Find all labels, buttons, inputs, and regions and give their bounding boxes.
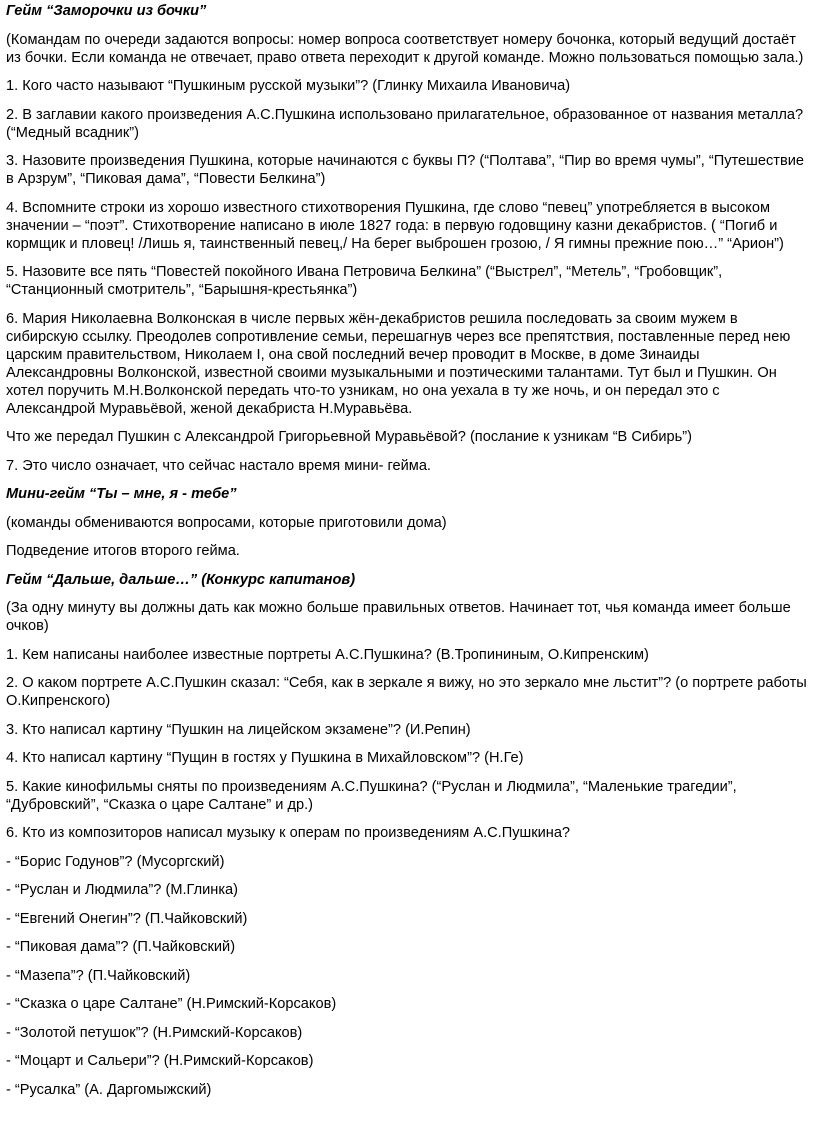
opera-list-item: - “Руслан и Людмила”? (М.Глинка) xyxy=(6,882,239,898)
opera-list-item: - “Русалка” (А. Даргомыжский) xyxy=(6,1081,212,1098)
question-5: 5. Назовите все пять “Повестей покойного Ивана Петровича Белкина” (“Выстрел”, “Метель”, “Гробовщик”, “Станционный смотритель”, “Барышня-крестьянка”) xyxy=(6,264,723,298)
document-page xyxy=(0,2,816,1099)
section-heading-captains: Гейм “Дальше, дальше…” (Конкурс капитанов) xyxy=(6,571,356,588)
captains-question-1: 1. Кем написаны наиболее известные портреты А.С.Пушкина? (В.Тропининым, О.Кипренским) xyxy=(6,646,649,663)
question-4: 4. Вспомните строки из хорошо известного стихотворения Пушкина, где слово “певец” употребляется в высоком значении – “поэт”. Стихотворение написано в июле 1827 года: в первую годовщину казни декабристов. ( “Погиб и кормщик и пловец! /Лишь я, таинственный певец,/ На берег выброшен грозою, / Я гимны прежние пою…” “Арион”) xyxy=(6,199,784,252)
question-1: 1. Кого часто называют “Пушкиным русской музыки”? (Глинку Михаила Ивановича) xyxy=(6,78,571,94)
captains-question-2: 2. О каком портрете А.С.Пушкин сказал: “Себя, как в зеркале я вижу, но это зеркало мне льстит”? (о портрете работы О.Кипренского) xyxy=(6,675,807,709)
section-heading-zamorochki: Гейм “Заморочки из бочки” xyxy=(6,3,207,19)
opera-list-item: - “Моцарт и Сальери”? (Н.Римский-Корсаков) xyxy=(6,1053,314,1069)
question-6-followup: Что же передал Пушкин с Александрой Григорьевной Муравьёвой? (послание к узникам “В Сибирь”) xyxy=(6,429,692,445)
question-2: 2. В заглавии какого произведения А.С.Пушкина использовано прилагательное, образованное от названия металла? (“Медный всадник”) xyxy=(6,106,804,141)
captains-question-4: 4. Кто написал картину “Пущин в гостях у Пушкина в Михайловском”? (Н.Ге) xyxy=(6,750,524,766)
opera-list-item: - “Пиковая дама”? (П.Чайковский) xyxy=(6,939,236,955)
section-heading-mini-game: Мини-гейм “Ты – мне, я - тебе” xyxy=(6,486,237,502)
opera-list-item: - “Мазепа”? (П.Чайковский) xyxy=(6,967,191,984)
opera-list-item: - “Борис Годунов”? (Мусоргский) xyxy=(6,853,225,870)
paragraph-captains-rules: (За одну минуту вы должны дать как можно больше правильных ответов. Начинает тот, чья команда имеет больше очков) xyxy=(6,600,791,634)
question-6: 6. Мария Николаевна Волконская в числе первых жён-декабристов решила последовать за своим мужем в сибирскую ссылку. Преодолев сопротивление семьи, перешагнув через все препятствия, поставленные перед нею царским правительством, Николаем I, она свой последний вечер проводит в Москве, в доме Зинаиды Александровны Волконской, известной своими музыкальными и поэтическими талантами. Тут был и Пушкин. Он хотел поручить М.Н.Волконской передать что-то узникам, но она уехала в ту же ночь, и он передал это с Александрой Муравьёвой, женой декабриста Н.Муравьёва. xyxy=(6,310,791,417)
paragraph-summary: Подведение итогов второго гейма. xyxy=(6,543,240,559)
captains-question-3: 3. Кто написал картину “Пушкин на лицейском экзамене”? (И.Репин) xyxy=(6,721,471,738)
paragraph-rules: (Командам по очереди задаются вопросы: номер вопроса соответствует номеру бочонка, который ведущий достаёт из бочки. Если команда не отвечает, право ответа переходит к другой команде. Можно пользоваться помощью зала.) xyxy=(6,31,804,66)
question-3: 3. Назовите произведения Пушкина, которые начинаются с буквы П? (“Полтава”, “Пир во время чумы”, “Путешествие в Арзрум”, “Пиковая дама”, “Повести Белкина”) xyxy=(6,153,804,187)
question-7: 7. Это число означает, что сейчас настало время мини- гейма. xyxy=(6,457,431,474)
captains-question-6: 6. Кто из композиторов написал музыку к операм по произведениям А.С.Пушкина? xyxy=(6,825,571,841)
captains-question-5: 5. Какие кинофильмы сняты по произведениям А.С.Пушкина? (“Руслан и Людмила”, “Маленькие трагедии”, “Дубровский”, “Сказка о царе Салтане” и др.) xyxy=(6,778,737,813)
opera-list-item: - “Золотой петушок”? (Н.Римский-Корсаков) xyxy=(6,1024,303,1041)
opera-list-item: - “Сказка о царе Салтане” (Н.Римский-Корсаков) xyxy=(6,996,337,1012)
paragraph-mini-game-note: (команды обмениваются вопросами, которые приготовили дома) xyxy=(6,514,447,531)
opera-list-item: - “Евгений Онегин”? (П.Чайковский) xyxy=(6,910,248,927)
